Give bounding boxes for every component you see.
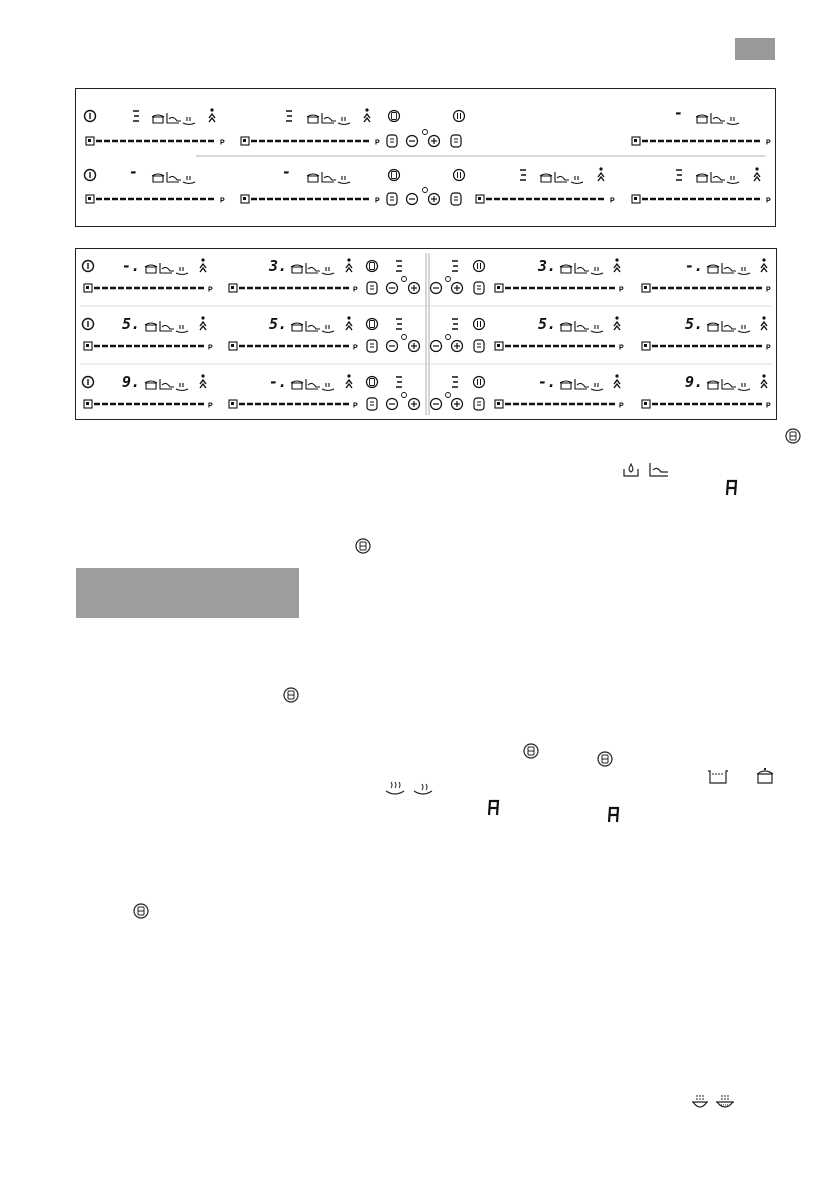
slider-end-label[interactable]: P <box>375 139 380 147</box>
boost-icon <box>209 114 215 122</box>
boost-icon <box>364 114 370 122</box>
level-display: - <box>129 163 139 181</box>
boost-icon <box>614 264 620 272</box>
boost-icon <box>614 380 620 388</box>
timer-indicator <box>423 188 428 193</box>
display-segments <box>676 170 682 180</box>
level-display: 9. <box>685 373 704 391</box>
timer-indicator <box>402 277 407 282</box>
cooking-mode-icons <box>145 263 188 275</box>
level-display: -. <box>538 373 557 391</box>
slider-end-label[interactable]: P <box>353 402 358 410</box>
boost-dot <box>599 167 602 170</box>
timer-indicator <box>402 335 407 340</box>
auto-a-symbol <box>606 805 620 823</box>
boost-dot <box>755 167 758 170</box>
boost-dot <box>762 258 765 261</box>
display-segments <box>452 319 458 329</box>
boost-dot <box>347 374 350 377</box>
lock-button[interactable] <box>474 340 484 352</box>
timer-indicator <box>446 335 451 340</box>
bridge-button[interactable] <box>367 340 377 352</box>
boost-icon <box>346 322 352 330</box>
lock-button[interactable] <box>474 282 484 294</box>
boost-icon <box>598 173 604 181</box>
cooking-mode-icons <box>152 113 195 125</box>
slider-end-label[interactable]: P <box>353 286 358 294</box>
cooking-mode-icons <box>707 321 750 333</box>
boost-dot <box>365 108 368 111</box>
boost-dot <box>615 316 618 319</box>
cooking-mode-icons <box>291 379 334 391</box>
slider-end-label[interactable]: P <box>766 139 771 147</box>
bridge-key-icon <box>283 687 299 703</box>
slider-end-label[interactable]: P <box>610 197 615 205</box>
boost-icon <box>761 322 767 330</box>
display-segments <box>133 111 139 121</box>
slider-end-label[interactable]: P <box>208 344 213 352</box>
level-display: 9. <box>122 373 141 391</box>
display-segments <box>396 377 402 387</box>
auto-a-symbol <box>724 478 738 496</box>
simmer-icon <box>412 781 434 797</box>
control-panel-top <box>75 88 776 227</box>
pause-key[interactable] <box>474 319 485 330</box>
slider-end-label[interactable]: P <box>619 402 624 410</box>
drop-icon <box>622 461 640 479</box>
cooking-mode-icons <box>707 379 750 391</box>
slider-end-label[interactable]: P <box>766 197 771 205</box>
boost-dot <box>615 374 618 377</box>
steam-icon <box>384 779 406 797</box>
boost-dot <box>347 258 350 261</box>
lock-button[interactable] <box>451 135 461 147</box>
level-display: - <box>674 104 684 122</box>
boost-dot <box>762 374 765 377</box>
level-display: -. <box>269 373 288 391</box>
slider-end-label[interactable]: P <box>619 344 624 352</box>
boost-dot <box>615 258 618 261</box>
pause-key[interactable] <box>454 111 465 122</box>
display-segments <box>452 261 458 271</box>
slider-end-label[interactable]: P <box>766 344 771 352</box>
slider-end-label[interactable]: P <box>220 139 225 147</box>
level-display: 5. <box>538 315 557 333</box>
auto-a-symbol <box>486 798 500 816</box>
pause-key[interactable] <box>474 377 485 388</box>
lock-button[interactable] <box>451 193 461 205</box>
slider-end-label[interactable]: P <box>208 286 213 294</box>
level-display: - <box>282 163 292 181</box>
cooking-mode-icons <box>291 321 334 333</box>
bridge-key-icon <box>133 903 149 919</box>
power-key-icon[interactable] <box>85 111 96 122</box>
cooking-mode-icons <box>540 172 583 184</box>
power-key-icon[interactable] <box>83 377 94 388</box>
cooking-mode-icons <box>145 321 188 333</box>
boost-icon <box>200 264 206 272</box>
boost-icon <box>761 264 767 272</box>
control-panel-bottom-drawing <box>76 249 776 419</box>
pause-key[interactable] <box>474 261 485 272</box>
slider-end-label[interactable]: P <box>353 344 358 352</box>
display-segments <box>396 319 402 329</box>
boil-pot-covered-icon <box>714 1092 736 1112</box>
timer-indicator <box>446 393 451 398</box>
boost-icon <box>754 173 760 181</box>
power-key-icon[interactable] <box>83 261 94 272</box>
boost-dot <box>347 316 350 319</box>
bridge-button[interactable] <box>387 135 397 147</box>
corner-tab <box>735 38 775 60</box>
slider-end-label[interactable]: P <box>766 286 771 294</box>
slider-end-label[interactable]: P <box>766 402 771 410</box>
display-segments <box>520 170 526 180</box>
boil-pot-icon <box>690 1092 710 1112</box>
boost-icon <box>200 322 206 330</box>
level-display: 5. <box>685 315 704 333</box>
pot-low-icon <box>706 768 730 786</box>
level-display: -. <box>122 257 141 275</box>
section-heading-box <box>76 568 299 618</box>
timer-indicator <box>402 393 407 398</box>
boost-dot <box>201 258 204 261</box>
bridge-button[interactable] <box>367 398 377 410</box>
bridge-key-icon <box>597 751 613 767</box>
display-segments <box>286 111 292 121</box>
boost-icon <box>346 380 352 388</box>
slider-end-label[interactable]: P <box>220 197 225 205</box>
cooking-mode-icons <box>560 321 603 333</box>
boost-dot <box>201 374 204 377</box>
lock-button[interactable] <box>474 398 484 410</box>
control-panel-bottom <box>75 248 777 420</box>
bridge-button[interactable] <box>367 282 377 294</box>
bridge-key-icon <box>785 428 801 444</box>
cooking-mode-icons <box>145 379 188 391</box>
bridge-key-icon <box>523 743 539 759</box>
display-segments <box>452 377 458 387</box>
grill-pan-icon <box>648 461 670 479</box>
cooking-mode-icons <box>307 113 350 125</box>
boost-icon <box>200 380 206 388</box>
slider-end-label[interactable]: P <box>208 402 213 410</box>
level-display: 3. <box>269 257 288 275</box>
cooking-mode-icons <box>560 263 603 275</box>
level-display: 5. <box>269 315 288 333</box>
power-key-icon[interactable] <box>85 170 96 181</box>
boost-icon <box>346 264 352 272</box>
boost-dot <box>762 316 765 319</box>
power-key-icon[interactable] <box>83 319 94 330</box>
boost-dot <box>210 108 213 111</box>
cooking-mode-icons <box>152 172 195 184</box>
bridge-button[interactable] <box>387 193 397 205</box>
control-panel-top-drawing <box>76 89 775 226</box>
display-segments <box>396 261 402 271</box>
level-display: -. <box>685 257 704 275</box>
cooking-mode-icons <box>707 263 750 275</box>
boost-icon <box>614 322 620 330</box>
pause-key[interactable] <box>454 170 465 181</box>
cooking-mode-icons <box>696 172 739 184</box>
level-display: 5. <box>122 315 141 333</box>
cooking-mode-icons <box>696 113 739 125</box>
timer-indicator <box>423 130 428 135</box>
timer-indicator <box>446 277 451 282</box>
cooking-mode-icons <box>307 172 350 184</box>
boost-dot <box>201 316 204 319</box>
pot-lid-icon <box>754 766 776 786</box>
slider-end-label[interactable]: P <box>619 286 624 294</box>
slider-end-label[interactable]: P <box>375 197 380 205</box>
cooking-mode-icons <box>560 379 603 391</box>
level-display: 3. <box>538 257 557 275</box>
boost-icon <box>761 380 767 388</box>
bridge-key-icon <box>355 538 371 554</box>
cooking-mode-icons <box>291 263 334 275</box>
